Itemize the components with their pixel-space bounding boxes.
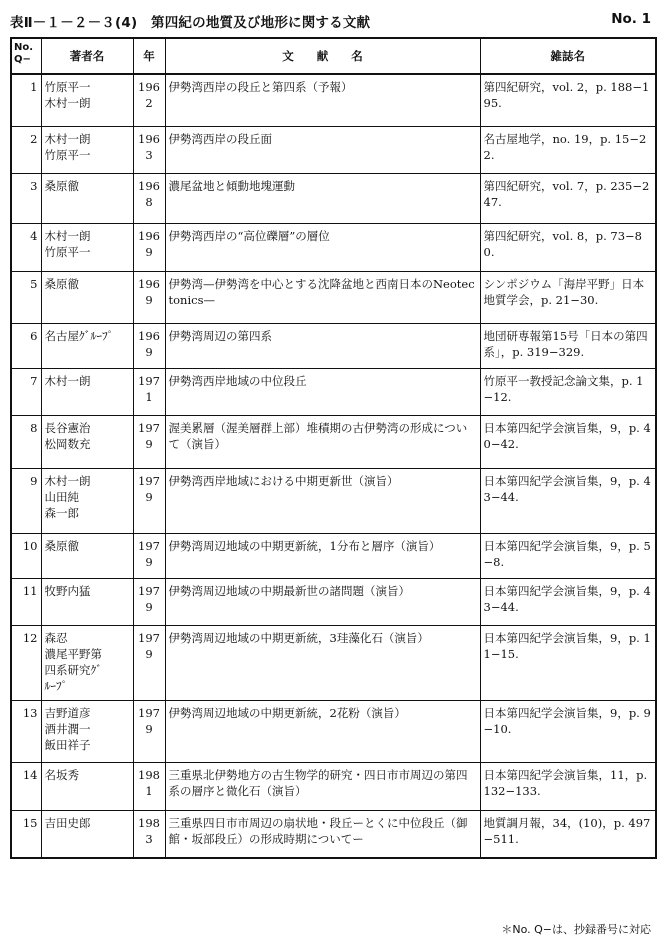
author-name: 酒井潤一: [44, 721, 91, 736]
table-row: [11, 700, 656, 762]
journal-cell: 日本第四紀学会演旨集，9，p. 43−44.: [480, 578, 656, 625]
journal-cell: 日本第四紀学会演旨集，9，p. 11−15.: [480, 625, 656, 700]
author-cell: [41, 323, 133, 368]
row-number: 3: [11, 173, 41, 223]
row-number: 11: [11, 578, 41, 625]
year-cell: 1981: [133, 762, 165, 810]
author-cell: [41, 533, 133, 578]
reference-title-cell: 伊勢湾—伊勢湾を中心とする沈降盆地と西南日本のNeotectonics—: [165, 271, 480, 323]
journal-cell: 日本第四紀学会演旨集，11，p. 132−133.: [480, 762, 656, 810]
author-cell: [41, 700, 133, 762]
author-name: 桑原徹: [44, 538, 79, 553]
year-cell: 1979: [133, 415, 165, 468]
year-cell: 1969: [133, 323, 165, 368]
footnote: ＊No. Q−は、抄録番号に対応: [501, 923, 651, 936]
reference-title-cell: 伊勢湾周辺地域の中期更新統，2花粉（演旨）: [165, 700, 480, 762]
author-name: 長谷憲治: [44, 420, 91, 435]
row-number: 8: [11, 415, 41, 468]
row-number: 2: [11, 126, 41, 173]
column-header-year: 年: [133, 38, 165, 74]
author-name: 木村一朗: [44, 373, 91, 388]
row-number: 6: [11, 323, 41, 368]
journal-cell: 地質調月報，34，(10)，p. 497−511.: [480, 810, 656, 858]
author-name: 竹原平一: [44, 147, 91, 162]
author-name: 森忍: [44, 630, 68, 645]
author-name: 松岡数充: [44, 436, 91, 451]
row-number: 13: [11, 700, 41, 762]
table-row: [11, 173, 656, 223]
journal-cell: 第四紀研究，vol. 8，p. 73−80.: [480, 223, 656, 271]
table-row: [11, 74, 656, 126]
author-name: 桑原徹: [44, 178, 79, 193]
table-title: 表Ⅱ－１－２－３(4) 第四紀の地質及び地形に関する文献: [10, 15, 371, 31]
row-number: 9: [11, 468, 41, 533]
reference-title-cell: 伊勢湾周辺地域の中期更新統，1分布と層序（演旨）: [165, 533, 480, 578]
author-cell: [41, 271, 133, 323]
author-name: 木村一朗: [44, 131, 91, 146]
row-number: 12: [11, 625, 41, 700]
table-row: [11, 762, 656, 810]
year-cell: 1968: [133, 173, 165, 223]
author-cell: [41, 625, 133, 700]
author-name: 飯田祥子: [44, 737, 91, 752]
reference-title-cell: 伊勢湾周辺の第四系: [165, 323, 480, 368]
author-name: 四系研究ｸﾞ: [44, 662, 102, 677]
author-name: 木村一朗: [44, 228, 91, 243]
reference-title-cell: 伊勢湾西岸の段丘と第四系（予報）: [165, 74, 480, 126]
reference-title-cell: 三重県四日市市周辺の扇状地・段丘ーとくに中位段丘（御館・坂部段丘）の形成時期についてー: [165, 810, 480, 858]
table-row: [11, 468, 656, 533]
year-cell: 1962: [133, 74, 165, 126]
author-name: 吉田史郎: [44, 815, 91, 830]
author-name: 牧野内猛: [44, 583, 91, 598]
year-cell: 1969: [133, 223, 165, 271]
reference-title-cell: 渥美累層（渥美層群上部）堆積期の古伊勢湾の形成について（演旨）: [165, 415, 480, 468]
author-cell: [41, 368, 133, 415]
author-name: 森一郎: [44, 505, 79, 520]
author-cell: [41, 468, 133, 533]
journal-cell: シンポジウム「海岸平野」日本地質学会，p. 21−30.: [480, 271, 656, 323]
references-table: [10, 37, 657, 859]
row-number: 14: [11, 762, 41, 810]
author-name: 竹原平一: [44, 80, 91, 94]
author-cell: [41, 762, 133, 810]
table-row: [11, 271, 656, 323]
author-name: 山田純: [44, 489, 79, 504]
column-header-no: No. Q−: [11, 38, 41, 74]
table-row: [11, 415, 656, 468]
author-name: 名古屋ｸﾞﾙｰﾌﾟ: [44, 328, 114, 343]
table-body: [11, 74, 656, 858]
year-cell: 1979: [133, 533, 165, 578]
author-cell: [41, 173, 133, 223]
table-row: [11, 533, 656, 578]
table-row: [11, 223, 656, 271]
author-cell: [41, 578, 133, 625]
year-cell: 1979: [133, 468, 165, 533]
page-number: No. 1: [611, 11, 651, 27]
journal-cell: 第四紀研究，vol. 2，p. 188−195.: [480, 74, 656, 126]
journal-cell: 名古屋地学，no. 19，p. 15−22.: [480, 126, 656, 173]
author-name: ﾙｰﾌﾟ: [44, 678, 68, 693]
year-cell: 1969: [133, 271, 165, 323]
reference-title-cell: 伊勢湾周辺地域の中期最新世の諸問題（演旨）: [165, 578, 480, 625]
header-row: [11, 38, 656, 74]
author-name: 木村一朗: [44, 473, 91, 488]
journal-cell: 日本第四紀学会演旨集，9，p. 5−8.: [480, 533, 656, 578]
year-cell: 1979: [133, 578, 165, 625]
column-header-journal: 雑誌名: [480, 38, 656, 74]
year-cell: 1963: [133, 126, 165, 173]
table-row: [11, 625, 656, 700]
column-header-title: 文 献 名: [165, 38, 480, 74]
page-header: [10, 8, 651, 32]
reference-title-cell: 濃尾盆地と傾動地塊運動: [165, 173, 480, 223]
row-number: 7: [11, 368, 41, 415]
journal-cell: 竹原平一教授記念論文集，p. 1−12.: [480, 368, 656, 415]
author-name: 名坂秀: [44, 767, 79, 782]
reference-title-cell: 伊勢湾西岸の“高位礫層”の層位: [165, 223, 480, 271]
journal-cell: 日本第四紀学会演旨集，9，p. 40−42.: [480, 415, 656, 468]
author-cell: [41, 810, 133, 858]
row-number: 15: [11, 810, 41, 858]
table-row: [11, 368, 656, 415]
year-cell: 1983: [133, 810, 165, 858]
reference-title-cell: 伊勢湾西岸地域の中位段丘: [165, 368, 480, 415]
journal-cell: 地団研専報第15号「日本の第四系」，p. 319−329.: [480, 323, 656, 368]
author-name: 桑原徹: [44, 276, 79, 291]
author-cell: [41, 415, 133, 468]
year-cell: 1979: [133, 700, 165, 762]
author-name: 濃尾平野第: [44, 646, 102, 661]
reference-title-cell: 三重県北伊勢地方の古生物学的研究・四日市市周辺の第四系の層序と微化石（演旨）: [165, 762, 480, 810]
author-cell: [41, 223, 133, 271]
row-number: 1: [11, 74, 41, 126]
reference-title-cell: 伊勢湾西岸地域における中期更新世（演旨）: [165, 468, 480, 533]
journal-cell: 第四紀研究，vol. 7，p. 235−247.: [480, 173, 656, 223]
table-row: [11, 126, 656, 173]
reference-title-cell: 伊勢湾周辺地域の中期更新統，3珪藻化石（演旨）: [165, 625, 480, 700]
journal-cell: 日本第四紀学会演旨集，9，p. 9−10.: [480, 700, 656, 762]
column-header-author: 著者名: [41, 38, 133, 74]
year-cell: 1971: [133, 368, 165, 415]
row-number: 5: [11, 271, 41, 323]
row-number: 10: [11, 533, 41, 578]
journal-cell: 日本第四紀学会演旨集，9，p. 43−44.: [480, 468, 656, 533]
table-row: [11, 578, 656, 625]
author-name: 竹原平一: [44, 244, 91, 259]
table-row: [11, 323, 656, 368]
row-number: 4: [11, 223, 41, 271]
table-row: [11, 810, 656, 858]
year-cell: 1979: [133, 625, 165, 700]
author-cell: [41, 126, 133, 173]
author-name: 吉野道彦: [44, 705, 91, 720]
author-cell: [41, 74, 133, 126]
author-name: 木村一朗: [44, 96, 91, 110]
reference-title-cell: 伊勢湾西岸の段丘面: [165, 126, 480, 173]
